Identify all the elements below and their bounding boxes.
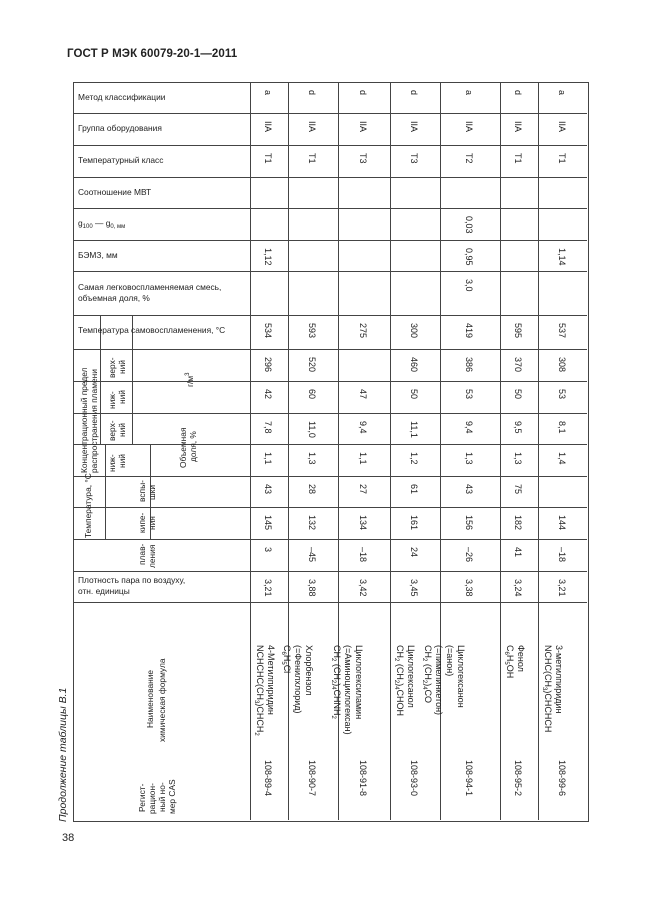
melt-cell: –26 bbox=[464, 547, 474, 563]
label-temp-class: Температурный класс bbox=[78, 155, 164, 165]
label-lower: ниж- bbox=[107, 454, 117, 472]
easy-mix-cell: 3,0 bbox=[464, 279, 474, 292]
upper-g-cell: 520 bbox=[307, 357, 317, 373]
compound-name-line bbox=[278, 645, 292, 673]
label-gap-sub: 100 bbox=[82, 224, 93, 230]
compound-name-line bbox=[304, 645, 314, 695]
label-g-per-m3-exp: 3 bbox=[185, 372, 191, 376]
boil-cell: 156 bbox=[464, 515, 474, 531]
formula-text: C bbox=[505, 645, 515, 652]
method-cell: a bbox=[464, 90, 474, 96]
formula-text: (CH bbox=[332, 661, 342, 680]
formula-text: )CHCH bbox=[255, 703, 265, 733]
formula-text: (=Фенилхлорид) bbox=[293, 645, 303, 714]
besg-cell: 1,14 bbox=[557, 248, 567, 266]
density-cell: 3,42 bbox=[358, 579, 368, 597]
flash-cell: 43 bbox=[464, 484, 474, 495]
label-gap-difference bbox=[78, 218, 125, 233]
formula-text: NCHC(CH bbox=[543, 645, 553, 687]
label-boil: ния bbox=[147, 516, 157, 530]
melt-cell: 3 bbox=[263, 547, 273, 553]
lower-g-cell: 53 bbox=[464, 389, 474, 400]
upper-vol-cell: 9,4 bbox=[464, 421, 474, 434]
group-cell: IIA bbox=[358, 121, 368, 133]
temp-class-cell: T1 bbox=[263, 153, 273, 164]
formula-text: H bbox=[282, 654, 292, 662]
formula-subscript: 2 bbox=[330, 715, 336, 719]
lower-vol-cell: 1,4 bbox=[557, 452, 567, 465]
formula-subscript: 3 bbox=[541, 687, 547, 691]
label-cas: рацион- bbox=[147, 783, 157, 814]
upper-g-cell: 386 bbox=[464, 357, 474, 373]
compound-name-line bbox=[391, 645, 405, 716]
lower-g-cell: 50 bbox=[513, 389, 523, 400]
label-group: Группа оборудования bbox=[78, 123, 162, 133]
row-rule bbox=[73, 413, 587, 414]
cas-number-cell: 108-93-0 bbox=[409, 760, 419, 797]
method-cell: d bbox=[358, 90, 368, 96]
formula-subscript: 2 bbox=[330, 679, 336, 684]
temp-class-cell: T1 bbox=[557, 153, 567, 164]
label-upper: верх- bbox=[107, 420, 117, 441]
label-density: Плотность пара по воздуху, bbox=[78, 575, 186, 585]
boil-cell: 134 bbox=[358, 515, 368, 531]
density-cell: 3,24 bbox=[513, 579, 523, 597]
column-rule bbox=[288, 82, 289, 820]
compound-name-line bbox=[456, 645, 466, 708]
row-rule bbox=[73, 208, 587, 209]
formula-text: Циклогексиламин bbox=[354, 645, 364, 720]
group-cell: IIA bbox=[263, 121, 273, 133]
flash-cell: 43 bbox=[263, 484, 273, 495]
formula-text: 3-метилпиридин bbox=[554, 645, 564, 714]
lower-vol-cell: 1,2 bbox=[409, 452, 419, 465]
ignition-cell: 419 bbox=[464, 323, 474, 339]
formula-subscript: 2 bbox=[330, 658, 336, 662]
upper-vol-cell: 9,4 bbox=[358, 421, 368, 434]
group-cell: IIA bbox=[409, 121, 419, 133]
cas-number-cell: 108-95-2 bbox=[513, 760, 523, 797]
melt-cell: 41 bbox=[513, 547, 523, 558]
temp-class-cell: T2 bbox=[464, 153, 474, 164]
compound-name-line bbox=[501, 645, 515, 678]
label-lower: ниж- bbox=[107, 391, 117, 409]
label-cas: Регист- bbox=[137, 783, 147, 812]
formula-text: CH bbox=[423, 645, 433, 658]
formula-subscript: 2 bbox=[393, 658, 399, 662]
lower-vol-cell: 1,3 bbox=[307, 452, 317, 465]
label-melt: плав- bbox=[137, 543, 147, 565]
method-cell: d bbox=[307, 90, 317, 96]
group-cell: IIA bbox=[464, 121, 474, 133]
formula-text: ) bbox=[423, 683, 433, 687]
row-rule bbox=[73, 315, 587, 316]
ignition-cell: 300 bbox=[409, 323, 419, 339]
cas-number-cell: 108-99-6 bbox=[557, 760, 567, 797]
cas-number-cell: 108-89-4 bbox=[263, 760, 273, 797]
formula-subscript: 3 bbox=[253, 700, 259, 704]
method-cell: a bbox=[557, 90, 567, 96]
density-cell: 3,45 bbox=[409, 579, 419, 597]
formula-text: OH bbox=[505, 664, 515, 679]
label-upper: ний bbox=[117, 360, 127, 374]
density-cell: 3,21 bbox=[263, 579, 273, 597]
group-cell: IIA bbox=[513, 121, 523, 133]
label-density: отн. единицы bbox=[78, 586, 130, 596]
lower-g-cell: 60 bbox=[307, 389, 317, 400]
temp-class-cell: T3 bbox=[409, 153, 419, 164]
document-header: ГОСТ Р МЭК 60079-20-1—2011 bbox=[67, 48, 238, 60]
compound-name-line bbox=[266, 645, 276, 715]
flash-cell: 61 bbox=[409, 484, 419, 495]
flash-cell: 28 bbox=[307, 484, 317, 495]
row-rule bbox=[73, 349, 587, 350]
label-concentration: Концентрационный предел bbox=[79, 367, 89, 473]
lower-g-cell: 53 bbox=[557, 389, 567, 400]
row-rule bbox=[73, 571, 587, 572]
upper-vol-cell: 11,1 bbox=[409, 421, 419, 438]
row-rule bbox=[73, 381, 587, 382]
formula-text: (=пимелинкетон) bbox=[434, 645, 444, 716]
density-cell: 3,21 bbox=[557, 579, 567, 597]
label-concentration: распространения пламени bbox=[89, 369, 99, 473]
melt-cell: 24 bbox=[409, 547, 419, 558]
row-rule bbox=[73, 145, 587, 146]
label-name: Наименование bbox=[145, 669, 155, 728]
formula-subscript: 6 bbox=[503, 651, 509, 655]
temp-class-cell: T1 bbox=[513, 153, 523, 164]
row-rule bbox=[73, 177, 587, 178]
label-cas: мер CAS bbox=[167, 779, 177, 814]
formula-text: ) bbox=[332, 683, 342, 687]
lower-vol-cell: 1,1 bbox=[263, 452, 273, 465]
label-gap-sub: 0, мм bbox=[110, 224, 126, 230]
flash-cell: 27 bbox=[358, 484, 368, 495]
boil-cell: 182 bbox=[513, 515, 523, 531]
ignition-cell: 275 bbox=[358, 323, 368, 339]
formula-subscript: 2 bbox=[253, 732, 259, 736]
formula-text: CH bbox=[332, 645, 342, 658]
ignition-cell: 595 bbox=[513, 323, 523, 339]
formula-text: (CH bbox=[423, 661, 433, 680]
density-cell: 3,38 bbox=[464, 579, 474, 597]
besg-cell: 1,12 bbox=[263, 248, 273, 266]
formula-text: H bbox=[505, 654, 515, 662]
lower-vol-cell: 1,1 bbox=[358, 452, 368, 465]
flash-cell: 75 bbox=[513, 484, 523, 495]
temp-class-cell: T3 bbox=[358, 153, 368, 164]
cas-number-cell: 108-90-7 bbox=[307, 760, 317, 797]
label-mvt: Соотношение МВТ bbox=[78, 187, 152, 197]
label-name: химическая формула bbox=[157, 658, 167, 742]
formula-text: CH bbox=[395, 645, 405, 658]
formula-subscript: 4 bbox=[421, 686, 427, 690]
upper-g-cell: 308 bbox=[557, 357, 567, 373]
label-vol-fraction: Объемная bbox=[178, 427, 188, 468]
compound-name-line bbox=[293, 645, 303, 714]
label-melt: ления bbox=[147, 544, 157, 568]
formula-subscript: 2 bbox=[421, 679, 427, 684]
formula-text: CO bbox=[423, 689, 433, 704]
subheader-rule bbox=[105, 444, 106, 539]
formula-subscript: 2 bbox=[421, 658, 427, 662]
compound-name-line bbox=[539, 645, 553, 732]
upper-g-cell: 370 bbox=[513, 357, 523, 373]
upper-g-cell: 460 bbox=[409, 357, 419, 373]
compound-name-line bbox=[516, 645, 526, 672]
ignition-cell: 593 bbox=[307, 323, 317, 339]
formula-subscript: 5 bbox=[280, 661, 286, 665]
cas-number-cell: 108-94-1 bbox=[464, 760, 474, 797]
upper-vol-cell: 8,1 bbox=[557, 421, 567, 434]
formula-text: (=анон) bbox=[445, 645, 455, 677]
gap-diff-cell: 0,03 bbox=[464, 216, 474, 234]
formula-subscript: 6 bbox=[280, 651, 286, 655]
formula-text: Циклогексанон bbox=[456, 645, 466, 708]
label-besg: БЭМЗ, мм bbox=[78, 250, 118, 260]
density-cell: 3,88 bbox=[307, 579, 317, 597]
lower-vol-cell: 1,3 bbox=[464, 452, 474, 465]
melt-cell: –18 bbox=[358, 547, 368, 563]
row-rule bbox=[73, 113, 587, 114]
compound-name-line bbox=[354, 645, 364, 719]
label-temperature: Температура, °C bbox=[83, 473, 93, 538]
label-ignition-temp: Температура самовоспламенения, °C bbox=[78, 325, 226, 335]
formula-text: ) bbox=[395, 683, 405, 687]
label-flash: шки bbox=[147, 484, 157, 500]
row-rule bbox=[73, 602, 587, 603]
group-cell: IIA bbox=[307, 121, 317, 133]
compound-name-line bbox=[445, 645, 455, 676]
boil-cell: 161 bbox=[409, 515, 419, 531]
temp-class-cell: T1 bbox=[307, 153, 317, 164]
compound-name-line bbox=[554, 645, 564, 713]
label-lower: ний bbox=[117, 454, 127, 468]
besg-cell: 0,95 bbox=[464, 248, 474, 266]
formula-text: Циклогексанол bbox=[406, 645, 416, 708]
ignition-cell: 534 bbox=[263, 323, 273, 339]
compound-name-line bbox=[434, 645, 444, 715]
compound-name-line bbox=[419, 645, 433, 703]
upper-vol-cell: 9,5 bbox=[513, 421, 523, 434]
label-vol-fraction: доля, % bbox=[188, 431, 198, 462]
label-gap-g: — g bbox=[92, 218, 111, 228]
formula-subscript: 4 bbox=[330, 686, 336, 690]
lower-g-cell: 47 bbox=[358, 389, 368, 400]
label-g-per-m3 bbox=[183, 373, 196, 387]
label-easy-mix: объемная доля, % bbox=[78, 293, 150, 303]
cas-number-cell: 108-91-8 bbox=[358, 760, 368, 797]
formula-text: NCHCHC(CH bbox=[255, 645, 265, 700]
formula-text: CHNH bbox=[332, 689, 342, 716]
formula-text: C bbox=[282, 645, 292, 652]
melt-cell: –45 bbox=[307, 547, 317, 563]
lower-g-cell: 50 bbox=[409, 389, 419, 400]
lower-g-cell: 42 bbox=[263, 389, 273, 400]
ignition-cell: 537 bbox=[557, 323, 567, 339]
column-rule bbox=[500, 82, 501, 820]
upper-g-cell: 296 bbox=[263, 357, 273, 373]
label-method: Метод классификации bbox=[78, 92, 166, 102]
label-boil: кипе- bbox=[137, 512, 147, 533]
formula-text: (CH bbox=[395, 661, 405, 680]
upper-vol-cell: 7,8 bbox=[263, 421, 273, 434]
group-cell: IIA bbox=[557, 121, 567, 133]
compound-name-line bbox=[343, 645, 353, 735]
label-g-per-m3-text: г/м bbox=[184, 375, 195, 387]
formula-text: 4-Метилпиридин bbox=[266, 645, 276, 715]
label-upper: ний bbox=[117, 423, 127, 437]
boil-cell: 145 bbox=[263, 515, 273, 531]
label-upper: верх- bbox=[107, 357, 117, 378]
method-cell: a bbox=[263, 90, 273, 96]
page-number: 38 bbox=[62, 832, 75, 844]
formula-text: (=Аминоциклогексан) bbox=[343, 645, 353, 735]
formula-subscript: 2 bbox=[393, 679, 399, 684]
table-caption: Продолжение таблицы В.1 bbox=[57, 687, 69, 822]
formula-text: CHOH bbox=[395, 689, 405, 717]
method-cell: d bbox=[513, 90, 523, 96]
compound-name-line bbox=[328, 645, 342, 719]
formula-subscript: 5 bbox=[503, 661, 509, 665]
lower-vol-cell: 1,3 bbox=[513, 452, 523, 465]
upper-vol-cell: 11,0 bbox=[307, 421, 317, 438]
formula-text: Cl bbox=[282, 664, 292, 674]
label-flash: вспы- bbox=[137, 480, 147, 502]
formula-text: Фенол bbox=[516, 645, 526, 672]
formula-text: Хлорбензол bbox=[304, 645, 314, 696]
boil-cell: 144 bbox=[557, 515, 567, 531]
method-cell: d bbox=[409, 90, 419, 96]
row-rule bbox=[73, 240, 587, 241]
label-cas: ный но- bbox=[157, 782, 167, 812]
formula-subscript: 4 bbox=[393, 686, 399, 690]
compound-name-line bbox=[251, 645, 265, 736]
label-gap-g: g bbox=[78, 218, 83, 228]
label-easy-mix: Самая легковоспламеняемая смесь, bbox=[78, 282, 222, 292]
melt-cell: –18 bbox=[557, 547, 567, 563]
boil-cell: 132 bbox=[307, 515, 317, 531]
row-rule bbox=[73, 271, 587, 272]
row-rule bbox=[73, 539, 587, 540]
formula-text: )CHCHCH bbox=[543, 690, 553, 733]
compound-name-line bbox=[406, 645, 416, 708]
label-lower: ний bbox=[117, 390, 127, 404]
